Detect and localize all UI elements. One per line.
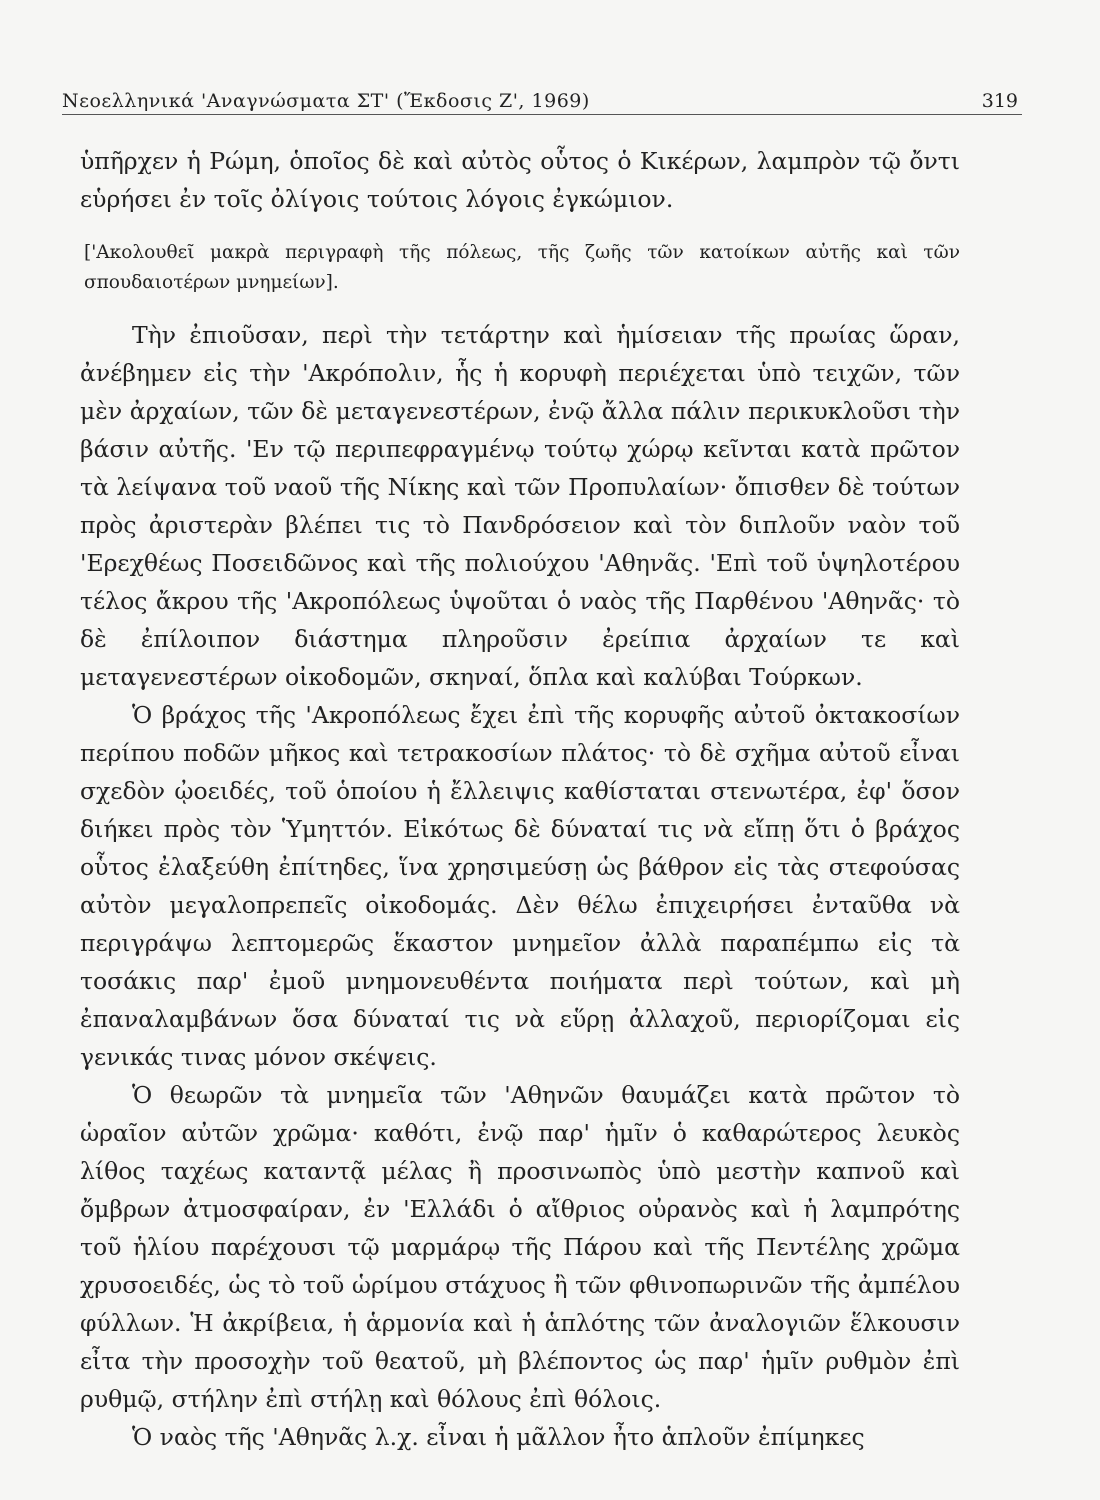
paragraph: Ὁ βράχος τῆς 'Ακροπόλεως ἔχει ἐπὶ τῆς κορυφῆς αὐτοῦ ὀκτακοσίων περίπου ποδῶν μῆκος καὶ τετρακοσίων πλάτος· τὸ δὲ σχῆμα αὐτοῦ εἶναι σχεδὸν ᾠοειδές, τοῦ ὁποίου ἡ ἔλλειψις καθίσταται στενωτέρα, ἐφ' ὅσον διήκει πρὸς τὸν Ὑμηττόν. Εἰκότως δὲ δύναταί τις νὰ εἴπῃ ὅτι ὁ βράχος οὗτος ἐλαξεύθη ἐπίτηδες, ἵνα χρησιμεύσῃ ὡς βάθρον εἰς τὰς στεφούσας αὐτὸν μεγαλοπρεπεῖς οἰκοδομάς. Δὲν θέλω ἐπιχειρήσει ἐνταῦθα νὰ περιγράψω λεπτομερῶς ἕκαστον μνημεῖον ἀλλὰ παραπέμπω εἰς τὰ τοσάκις παρ' ἐμοῦ μνημονευθέντα ποιήματα περὶ τούτων, καὶ μὴ ἐπαναλαμβάνων ὅσα δύναταί τις νὰ εὕρῃ ἀλλαχοῦ, περιορίζομαι εἰς γενικάς τινας μόνον σκέψεις. [80,701,960,1071]
paragraph: Ὁ θεωρῶν τὰ μνημεῖα τῶν 'Αθηνῶν θαυμάζει κατὰ πρῶτον τὸ ὡραῖον αὐτῶν χρῶμα· καθότι, ἐνῷ παρ' ἡμῖν ὁ καθαρώτερος λευκὸς λίθος ταχέως καταντᾷ μέλας ἢ προσινωπὸς ὑπὸ μεστὴν καπνοῦ καὶ ὄμβρων ἀτμοσφαίραν, ἐν 'Ελλάδι ὁ αἴθριος οὐρανὸς καὶ ἡ λαμπρότης τοῦ ἡλίου παρέχουσι τῷ μαρμάρῳ τῆς Πάρου καὶ τῆς Πεντέλης χρῶμα χρυσοειδές, ὡς τὸ τοῦ ὡρίμου στάχυος ἢ τῶν φθινοπωρινῶν τῆς ἀμπέλου φύλλων. Ἡ ἀκρίβεια, ἡ ἁρμονία καὶ ἡ ἁπλότης τῶν ἀναλογιῶν ἕλκουσιν εἶτα τὴν προσοχὴν τοῦ θεατοῦ, μὴ βλέποντος ὡς παρ' ἡμῖν ρυθμὸν ἐπὶ ρυθμῷ, στήλην ἐπὶ στήλῃ καὶ θόλους ἐπὶ θόλοις. [80,1081,960,1413]
page-number: 319 [981,90,1018,112]
editorial-note: ['Ακολουθεῖ μακρὰ περιγραφὴ τῆς πόλεως, τῆς ζωῆς τῶν κατοίκων αὐτῆς καὶ τῶν σπουδαιοτέρων μνημείων]. [84,242,960,293]
running-header [62,84,1022,115]
paragraph-continuation: ὑπῆρχεν ἡ Ρώμη, ὁποῖος δὲ καὶ αὐτὸς οὗτος ὁ Κικέρων, λαμπρὸν τῷ ὄντι εὑρήσει ἐν τοῖς ὀλίγοις τούτοις λόγοις ἐγκώμιον. [80,147,960,213]
body-text [80,142,960,1456]
paragraph: Ὁ ναὸς τῆς 'Αθηνᾶς λ.χ. εἶναι ἡ μᾶλλον ἦτο ἁπλοῦν ἐπίμηκες [132,1423,865,1451]
header-title: Νεοελληνικά 'Αναγνώσματα ΣΤ' (Ἔκδοσις Ζ', 1969) [62,90,590,112]
paragraph: Τὴν ἐπιοῦσαν, περὶ τὴν τετάρτην καὶ ἡμίσειαν τῆς πρωίας ὥραν, ἀνέβημεν εἰς τὴν 'Ακρόπολιν, ἧς ἡ κορυφὴ περιέχεται ὑπὸ τειχῶν, τῶν μὲν ἀρχαίων, τῶν δὲ μεταγενεστέρων, ἐνῷ ἄλλα πάλιν περικυκλοῦσι τὴν βάσιν αὐτῆς. 'Εν τῷ περιπεφραγμένῳ τούτῳ χώρῳ κεῖνται κατὰ πρῶτον τὰ λείψανα τοῦ ναοῦ τῆς Νίκης καὶ τῶν Προπυλαίων· ὄπισθεν δὲ τούτων πρὸς ἀριστερὰν βλέπει τις τὸ Πανδρόσειον καὶ τὸν διπλοῦν ναὸν τοῦ 'Ερεχθέως Ποσειδῶνος καὶ τῆς πολιούχου 'Αθηνᾶς. 'Επὶ τοῦ ὑψηλοτέρου τέλος ἄκρου τῆς 'Ακροπόλεως ὑψοῦται ὁ ναὸς τῆς Παρθένου 'Αθηνᾶς· τὸ δὲ ἐπίλοιπον διάστημα πληροῦσιν ἐρείπια ἀρχαίων τε καὶ μεταγενεστέρων οἰκοδομῶν, σκηναί, ὅπλα καὶ καλύβαι Τούρκων. [80,321,960,691]
